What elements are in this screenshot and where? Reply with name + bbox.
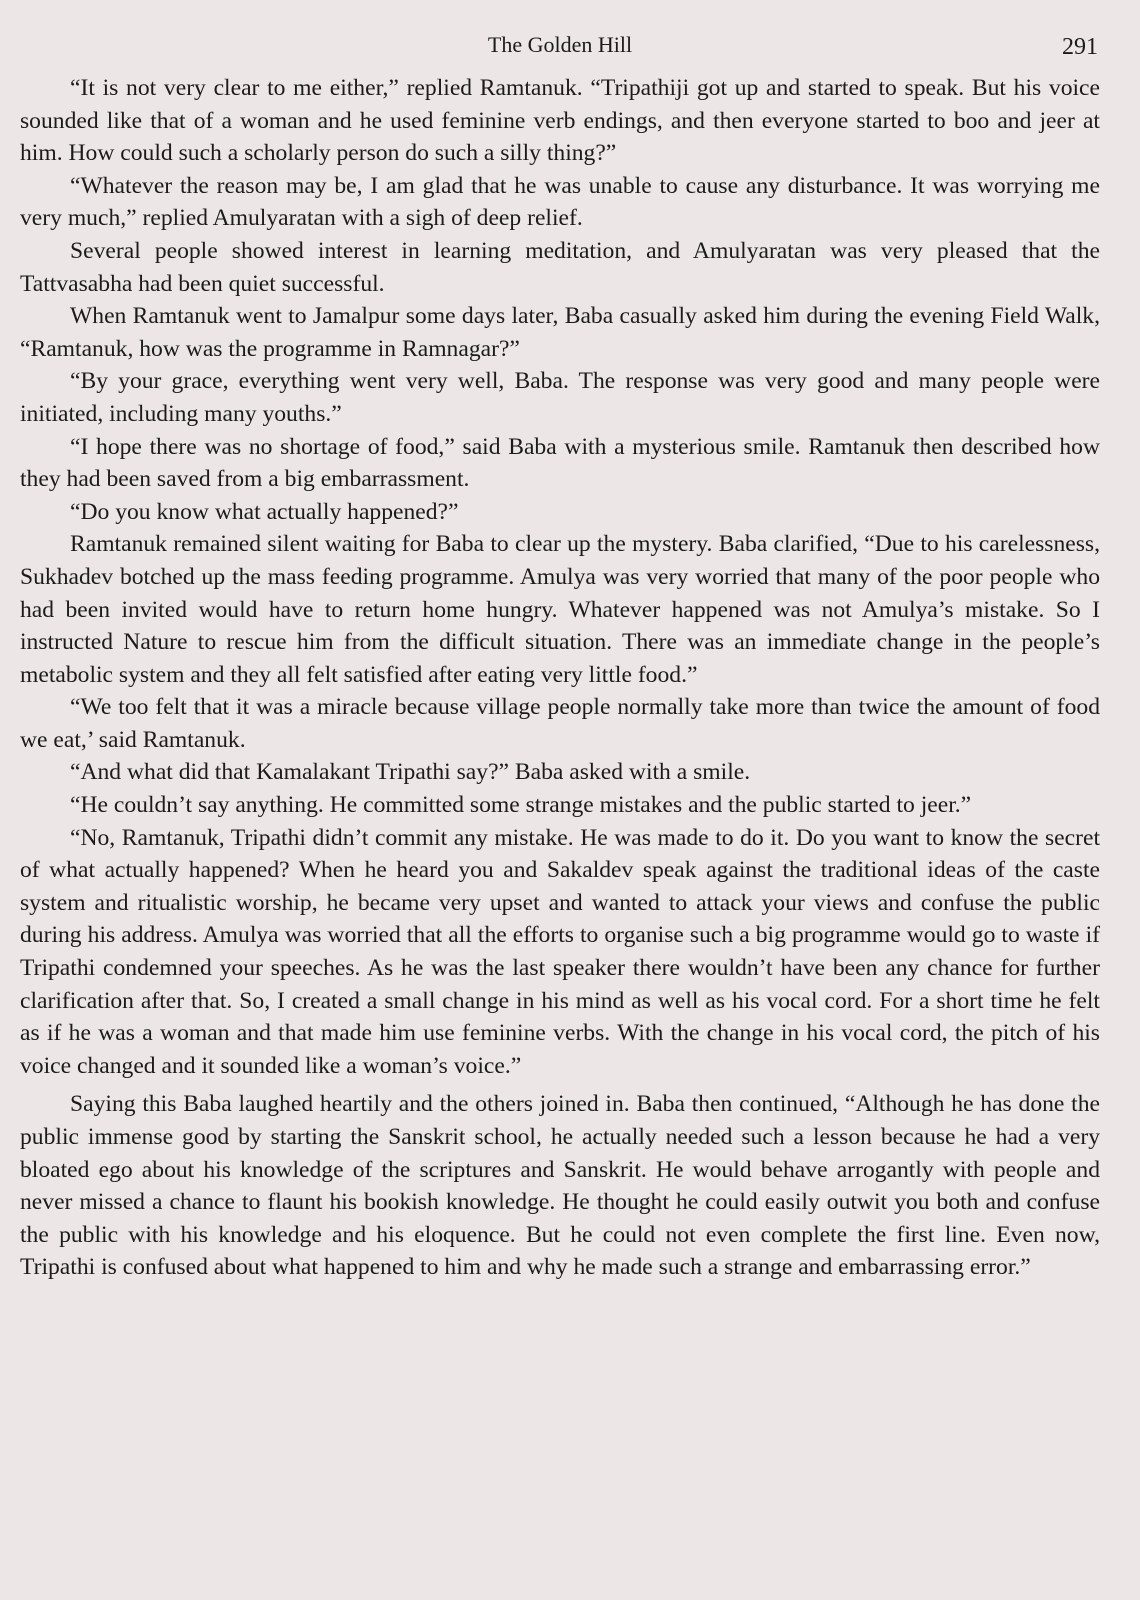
body-text	[20, 72, 1100, 1284]
paragraph: “It is not very clear to me either,” replied Ramtanuk. “Tripathiji got up and started to speak. But his voice sounded like that of a woman and he used feminine verb endings, and then everyone started to boo and jeer at him. How could such a scholarly person do such a silly thing?”	[20, 75, 1100, 167]
paragraph: “Whatever the reason may be, I am glad that he was unable to cause any disturbance. It was worrying me very much,” replied Amulyaratan with a sigh of deep relief.	[20, 172, 1100, 232]
paragraph: Several people showed interest in learning meditation, and Amulyaratan was very pleased that the Tattvasabha had been quiet successful.	[20, 237, 1100, 297]
paragraph: “He couldn’t say anything. He committed some strange mistakes and the public started to jeer.”	[70, 792, 972, 819]
paragraph: When Ramtanuk went to Jamalpur some days later, Baba casually asked him during the evening Field Walk, “Ramtanuk, how was the programme in Ramnagar?”	[20, 303, 1100, 362]
paragraph: “And what did that Kamalakant Tripathi say?” Baba asked with a smile.	[70, 759, 751, 786]
paragraph: “I hope there was no shortage of food,” said Baba with a mysterious smile. Ramtanuk then described how they had been saved from a big embarrassment.	[20, 433, 1100, 493]
paragraph: “No, Ramtanuk, Tripathi didn’t commit any mistake. He was made to do it. Do you want to know the secret of what actually happened? When he heard you and Sakaldev speak against the traditional ideas of the caste system and ritualistic worship, he became very upset and wanted to attack your views and confuse the public during his address. Amulya was worried that all the efforts to organise such a big programme would go to waste if Tripathi condemned your speeches. As he was the last speaker there wouldn’t have been any chance for further clarification after that. So, I created a small change in his mind as well as his vocal cord. For a short time he felt as if he was a woman and that made him use feminine verbs. With the change in his vocal cord, the pitch of his voice changed and it sounded like a woman’s voice.”	[20, 824, 1100, 1079]
paragraph: Ramtanuk remained silent waiting for Baba to clear up the mystery. Baba clarified, “Due to his carelessness, Sukhadev botched up the mass feeding programme. Amulya was very worried that many of the poor people who had been invited would have to return home hungry. Whatever happened was not Amulya’s mistake. So I instructed Nature to rescue him from the difficult situation. There was an immediate change in the people’s metabolic system and they all felt satisfied after eating very little food.”	[20, 531, 1100, 688]
paragraph: Saying this Baba laughed heartily and the others joined in. Baba then continued, “Although he has done the public immense good by starting the Sanskrit school, he actually needed such a lesson because he had a very bloated ego about his knowledge of the scriptures and Sanskrit. He would behave arrogantly with people and never missed a chance to flaunt his bookish knowledge. He thought he could easily outwit you both and confuse the public with his knowledge and his eloquence. But he could not even complete the first line. Even now, Tripathi is confused about what happened to him and why he made such a strange and embarrassing error.”	[20, 1091, 1100, 1281]
page-number: 291	[1062, 34, 1098, 60]
running-title: The Golden Hill	[487, 32, 633, 57]
page-header	[20, 26, 1100, 72]
paragraph: “Do you know what actually happened?”	[70, 498, 459, 525]
paragraph: “We too felt that it was a miracle because village people normally take more than twice the amount of food we eat,’ said Ramtanuk.	[20, 694, 1100, 753]
paragraph: “By your grace, everything went very well, Baba. The response was very good and many people were initiated, including many youths.”	[20, 368, 1100, 427]
